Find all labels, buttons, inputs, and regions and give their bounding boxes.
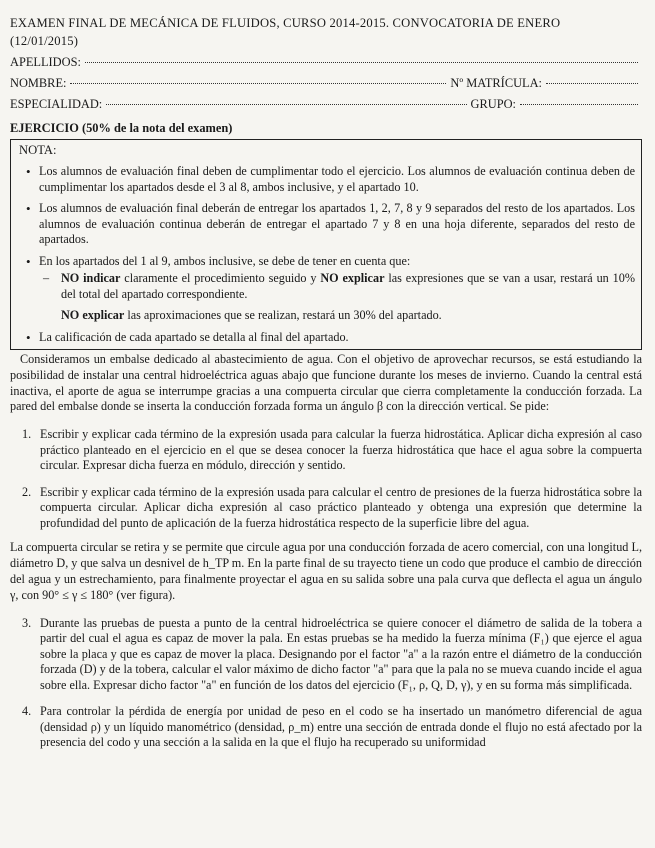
- note-sub-1-bold-b: NO explicar: [320, 271, 385, 285]
- field-apellidos-label: APELLIDOS:: [10, 55, 81, 69]
- exam-title-text: EXAMEN FINAL DE MECÁNICA DE FLUIDOS, CURSO 2014-2015. CONVOCATORIA DE ENERO: [10, 16, 561, 30]
- field-grupo-blank[interactable]: [520, 104, 638, 105]
- exercise-weight: (50% de la nota del examen): [81, 121, 233, 135]
- field-matricula-label: Nº MATRÍCULA:: [450, 76, 542, 90]
- note-box: [10, 139, 642, 350]
- task-number: 1.: [22, 427, 32, 442]
- field-matricula-blank[interactable]: [546, 83, 638, 84]
- exam-page: [10, 14, 642, 751]
- field-especialidad: [10, 95, 642, 113]
- field-apellidos-blank[interactable]: [85, 62, 638, 63]
- note-sub-1-text-a: claramente el procedimiento seguido y: [120, 271, 321, 285]
- note-bullet-2: • Los alumnos de evaluación final deberán de entregar los apartados 1, 2, 7, 8 y 9 separados del resto de los apartados. Los alumnos de evaluación continua deberán de entregar el apartado 7 y 8 en una hoja diferente, separados del resto de apartados.: [19, 201, 635, 248]
- field-nombre-label: NOMBRE:: [10, 76, 67, 90]
- task-item-1: [10, 427, 642, 474]
- task-list-b: [10, 616, 642, 751]
- note-sublist: [39, 271, 635, 324]
- field-nombre-blank[interactable]: [70, 83, 446, 84]
- exam-date: (12/01/2015): [10, 34, 79, 48]
- task-text: Escribir y explicar cada término de la expresión usada para calcular la fuerza hidrostática. Aplicar dicha expresión al caso práctico planteado en el ejercicio en el que se desea conocer la fuerza hidrostática que hace el agua sobre la compuerta circular. Expresar dicha fuerza en módulo, dirección y sentido.: [40, 427, 642, 473]
- note-title: NOTA:: [19, 143, 57, 157]
- note-bullet-3: [19, 254, 635, 324]
- task-list-a: [10, 427, 642, 531]
- middle-paragraph: La compuerta circular se retira y se permite que circule agua por una conducción forzada de acero comercial, con una longitud L, diámetro D, y que salva un desnivel de h_TP m. En la parte final de su trayecto tiene un codo que produce el cambio de dirección del agua y un estrechamiento, para finalmente proyectar el agua en su salida sobre una pala curva que deflecta el agua un ángulo γ, con 90° ≤ γ ≤ 180° (ver figura).: [10, 540, 642, 602]
- note-sub-2-bold: NO explicar: [61, 308, 125, 322]
- field-especialidad-blank[interactable]: [106, 104, 466, 105]
- task-item-2: [10, 485, 642, 532]
- task-item-4: [10, 704, 642, 751]
- field-apellidos: [10, 53, 642, 71]
- field-especialidad-label: ESPECIALIDAD:: [10, 97, 103, 111]
- note-bullet-1: • Los alumnos de evaluación final deben de cumplimentar todo el ejercicio. Los alumnos de evaluación continua deben de cumplimentar los apartados desde el 3 al 8, ambos inclusive, y el apartado 10.: [19, 164, 635, 195]
- note-sub-1: [61, 271, 635, 302]
- exercise-label: EJERCICIO: [10, 121, 79, 135]
- note-sub-1-bold-a: NO indicar: [61, 271, 121, 285]
- note-sub-2-text: las aproximaciones que se realizan, restará un 30% del apartado.: [124, 308, 442, 322]
- note-bullet-4: • La calificación de cada apartado se detalla al final del apartado.: [19, 330, 635, 346]
- note-bullet-3-text: En los apartados del 1 al 9, ambos inclusive, se debe de tener en cuenta que:: [39, 253, 411, 268]
- note-list: [19, 164, 635, 345]
- field-nombre: [10, 74, 642, 92]
- task-number: 4.: [22, 704, 32, 719]
- note-sub-1-text-b: las expresiones que se van a usar, restará un 10% del total del apartado correspondiente.: [61, 271, 635, 301]
- task-text: Durante las pruebas de puesta a punto de la central hidroeléctrica se quiere conocer el diámetro de salida de la tobera a partir del cual el agua es capaz de mover la pala. En estas pruebas se ha medido la fuerza mínima (F₁) que ejerce el agua sobre la placa y que es capaz de mover la placa. Designando por el factor "a" a la razón entre el diámetro de la conducción forzada (D) y de la tobera, calcular el valor máximo de dicho factor "a" para que la pala no se mueva cuando incide el agua sobre ella. Expresar dicho factor "a" en función de los datos del ejercicio (F₁, ρ, Q, D, γ), y en su forma más simplificada.: [40, 615, 642, 692]
- task-item-3: [10, 616, 642, 694]
- task-number: 3.: [22, 615, 32, 630]
- task-text: Escribir y explicar cada término de la expresión usada para calcular el centro de presiones de la fuerza hidrostática sobre la compuerta circular. Aplicar dicha expresión al caso práctico planteado y obtenga una expresión que determine la profundidad del punto de aplicación de la fuerza hidrostática respecto de la superficie libre del agua.: [40, 484, 642, 530]
- task-text: Para controlar la pérdida de energía por unidad de peso en el codo se ha insertado un manómetro diferencial de agua (densidad ρ) y un líquido manométrico (densidad, ρ_m) entre una sección de entrada donde el flujo no está afectado por la presencia del codo y una sección a la salida en la que el flujo ha recuperado su uniformidad: [40, 704, 642, 750]
- note-sub-item: [39, 271, 635, 324]
- exercise-heading: [10, 120, 642, 136]
- field-grupo-label: GRUPO:: [470, 97, 516, 111]
- note-sub-2: [61, 308, 635, 324]
- intro-paragraph: Consideramos un embalse dedicado al abastecimiento de agua. Con el objetivo de aprovechar recursos, se está estudiando la posibilidad de instalar una central hidroeléctrica aguas abajo que funcione durante los meses de invierno. Cuando la central está inactiva, el aporte de agua se interrumpe gracias a una compuerta circular que cierra completamente la conducción forzada. La pared del embalse donde se inserta la conducción forzada forma un ángulo β con la dirección vertical. Se pide:: [10, 352, 642, 414]
- task-number: 2.: [22, 484, 32, 499]
- exam-title: [10, 14, 642, 50]
